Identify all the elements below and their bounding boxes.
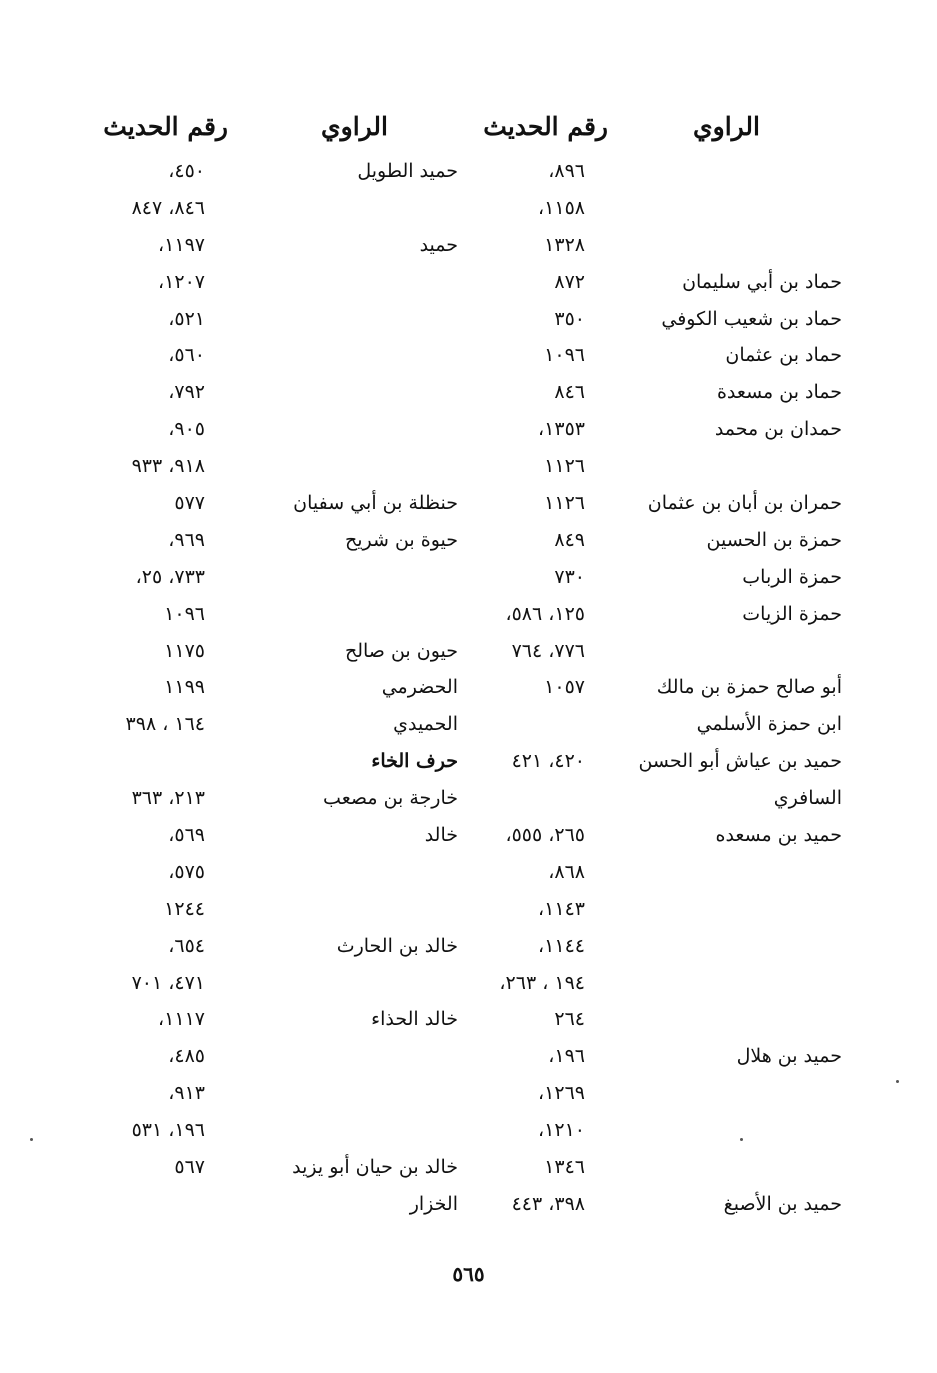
- hadith-number-cell: ٥٦٠،: [168, 344, 205, 367]
- hadith-number-cell: ١٢٥، ٥٨٦،: [505, 602, 585, 625]
- hadith-number-cell: ١٢٤٤: [164, 897, 205, 920]
- section-heading: حرف الخاء: [371, 750, 458, 773]
- table-row: [0, 308, 937, 345]
- hadith-number-cell: ٨٩٦،: [548, 160, 585, 182]
- hadith-number-cell: ٧٩٢،: [168, 381, 205, 404]
- table-row: [0, 160, 937, 197]
- narrator-cell: حميد بن مسعده: [715, 824, 842, 847]
- table-row: [0, 1156, 937, 1193]
- table-row: [0, 1193, 937, 1230]
- table-row: [0, 898, 937, 935]
- hadith-number-cell: ١٩٦،: [548, 1045, 585, 1068]
- narrator-cell: السافري: [773, 787, 842, 810]
- hadith-number-cell: ٧٣٠: [554, 565, 585, 588]
- scan-speck: [896, 1080, 899, 1083]
- hadith-number-cell: ١٢٠٧،: [158, 270, 205, 293]
- hadith-number-cell: ٨٤٦: [554, 381, 585, 404]
- table-row: [0, 344, 937, 381]
- hadith-number-cell: ١١٩٩: [164, 676, 205, 699]
- narrator-index-table: [0, 160, 937, 1230]
- table-row: [0, 271, 937, 308]
- hadith-number-cell: ٩٠٥،: [168, 418, 205, 441]
- table-row: [0, 787, 937, 824]
- narrator-cell: الحميدي: [393, 713, 458, 736]
- hadith-number-cell: ١١٢٦: [544, 492, 585, 515]
- table-row: [0, 1008, 937, 1045]
- hadith-number-cell: ١٣٤٦: [544, 1156, 585, 1179]
- hadith-number-cell: ١٩٦، ٥٣١: [131, 1119, 205, 1142]
- page-number: ٥٦٥: [452, 1262, 485, 1286]
- table-row: [0, 713, 937, 750]
- table-row: [0, 492, 937, 529]
- table-row: [0, 972, 937, 1009]
- hadith-number-cell: ٥٦٧: [174, 1156, 205, 1179]
- table-row: [0, 640, 937, 677]
- table-row: [0, 750, 937, 787]
- hadith-number-cell: ١٢١٠،: [538, 1119, 585, 1142]
- hadith-number-cell: ٣٥٠: [554, 307, 585, 330]
- scan-speck: [30, 1138, 33, 1141]
- hadith-number-cell: ١٢٦٩،: [538, 1082, 585, 1105]
- table-row: [0, 529, 937, 566]
- hadith-number-cell: ١١٢٦: [544, 455, 585, 478]
- table-row: [0, 197, 937, 234]
- narrator-cell: حيون بن صالح: [344, 639, 458, 662]
- narrator-cell: خالد بن الحارث: [336, 934, 458, 957]
- narrator-cell: حماد بن مسعدة: [716, 381, 842, 404]
- table-row: [0, 603, 937, 640]
- narrator-cell: حماد بن شعيب الكوفي: [661, 307, 842, 330]
- hadith-number-cell: ١١٤٣،: [538, 897, 585, 920]
- hadith-number-cell: ١١٤٤،: [538, 934, 585, 957]
- hadith-number-cell: ١٣٥٣،: [538, 418, 585, 441]
- hadith-number-cell: ١١٧٥: [164, 639, 205, 662]
- hadith-number-cell: ١٠٩٦: [164, 602, 205, 625]
- table-row: [0, 455, 937, 492]
- hadith-number-cell: ٨٤٩: [554, 528, 585, 551]
- table-row: [0, 861, 937, 898]
- table-row: [0, 381, 937, 418]
- table-row: [0, 1045, 937, 1082]
- narrator-cell: حمران بن أبان بن عثمان: [647, 492, 842, 515]
- hadith-number-cell: ٧٣٣، ٢٥،: [135, 565, 205, 588]
- table-header: [0, 112, 937, 152]
- narrator-cell: حميد بن هلال: [736, 1045, 842, 1068]
- narrator-cell: حميد الطويل: [357, 160, 458, 182]
- table-row: [0, 234, 937, 271]
- hadith-number-cell: ٣٩٨، ٤٤٣: [511, 1192, 585, 1215]
- narrator-cell: أبو صالح حمزة بن مالك: [656, 676, 842, 699]
- hadith-number-cell: ٤٨٥،: [168, 1045, 205, 1068]
- narrator-cell: حنظلة بن أبي سفيان: [293, 492, 458, 515]
- narrator-cell: ابن حمزة الأسلمي: [696, 713, 842, 736]
- narrator-cell: خالد الحذاء: [371, 1008, 458, 1031]
- hadith-number-cell: ١٦٤ ، ٣٩٨: [125, 713, 205, 736]
- narrator-cell: حميد: [419, 233, 458, 256]
- hadith-number-cell: ٩١٣،: [168, 1082, 205, 1105]
- hadith-number-cell: ١٩٤ ، ٢٦٣،: [499, 971, 585, 994]
- narrator-cell: حماد بن أبي سليمان: [682, 270, 842, 293]
- hadith-number-cell: ١٠٥٧: [544, 676, 585, 699]
- hadith-number-cell: ٢٦٤: [554, 1008, 585, 1031]
- narrator-cell: خارجة بن مصعب: [323, 787, 458, 810]
- hadith-number-cell: ١٠٩٦: [544, 344, 585, 367]
- narrator-cell: الخزار: [409, 1192, 458, 1215]
- table-row: [0, 824, 937, 861]
- hadith-number-cell: ٤٢٠، ٤٢١: [511, 750, 585, 773]
- hadith-number-cell: ٩٦٩،: [168, 528, 205, 551]
- narrator-cell: خالد: [424, 824, 458, 847]
- table-row: [0, 1082, 937, 1119]
- hadith-number-cell: ٢٦٥، ٥٥٥،: [505, 824, 585, 847]
- narrator-cell: حمزة الزيات: [742, 602, 842, 625]
- narrator-cell: حمدان بن محمد: [714, 418, 842, 441]
- hadith-number-cell: ٦٥٤،: [168, 934, 205, 957]
- hadith-number-cell: ٨٧٢: [554, 270, 585, 293]
- narrator-cell: حميد بن الأصبغ: [723, 1192, 842, 1215]
- narrator-cell: حمزة بن الحسين: [706, 528, 842, 551]
- hadith-number-cell: ٥٦٩،: [168, 824, 205, 847]
- table-row: [0, 418, 937, 455]
- header-narrator-2: الراوي: [321, 112, 388, 141]
- narrator-cell: حيوة بن شريح: [344, 528, 458, 551]
- scan-speck: [740, 1138, 743, 1141]
- header-narrator-1: الراوي: [693, 112, 760, 141]
- table-row: [0, 566, 937, 603]
- hadith-number-cell: ٨٤٦، ٨٤٧: [131, 196, 205, 219]
- narrator-cell: الحضرمي: [381, 676, 458, 699]
- hadith-number-cell: ٧٧٦، ٧٦٤: [511, 639, 585, 662]
- hadith-number-cell: ٥٢١،: [168, 307, 205, 330]
- hadith-number-cell: ٢١٣، ٣٦٣: [131, 787, 205, 810]
- table-row: [0, 935, 937, 972]
- hadith-number-cell: ١١١٧،: [158, 1008, 205, 1031]
- header-hadith-number-2: رقم الحديث: [103, 112, 228, 141]
- narrator-cell: خالد بن حيان أبو يزيد: [292, 1156, 458, 1179]
- hadith-number-cell: ٥٧٥،: [168, 860, 205, 883]
- hadith-number-cell: ١٣٢٨: [544, 233, 585, 256]
- hadith-number-cell: ٨٦٨،: [548, 860, 585, 883]
- hadith-number-cell: ٤٧١، ٧٠١: [131, 971, 205, 994]
- narrator-cell: حميد بن عياش أبو الحسن: [638, 750, 842, 773]
- hadith-number-cell: ٩١٨، ٩٣٣: [131, 455, 205, 478]
- narrator-cell: حمزة الرباب: [742, 565, 842, 588]
- narrator-cell: حماد بن عثمان: [725, 344, 842, 367]
- table-row: [0, 676, 937, 713]
- hadith-number-cell: ٤٥٠،: [168, 160, 205, 182]
- table-row: [0, 1119, 937, 1156]
- hadith-number-cell: ٥٧٧: [174, 492, 205, 515]
- hadith-number-cell: ١١٩٧،: [158, 233, 205, 256]
- header-hadith-number-1: رقم الحديث: [483, 112, 608, 141]
- hadith-number-cell: ١١٥٨،: [538, 196, 585, 219]
